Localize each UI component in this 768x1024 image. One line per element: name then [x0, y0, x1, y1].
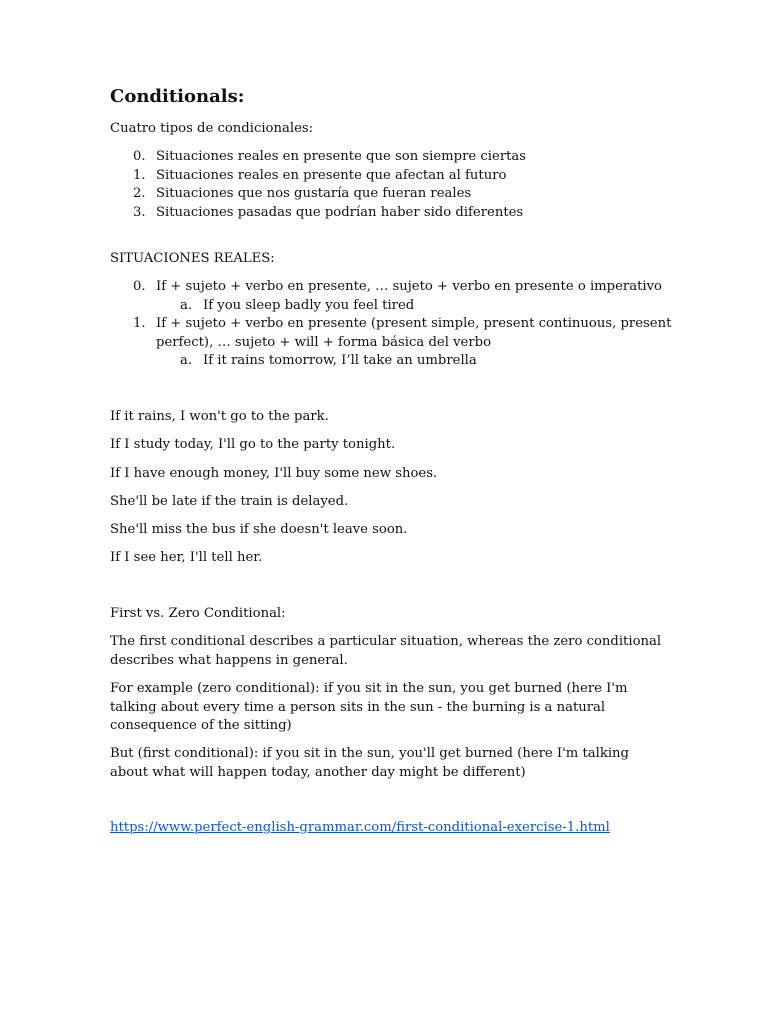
intro-text: Cuatro tipos de condicionales:: [110, 121, 314, 136]
list-number: 1.: [133, 316, 146, 331]
example-sentence: She'll miss the bus if she doesn't leave soon.: [110, 521, 408, 537]
example-sentence: If I see her, I'll tell her.: [110, 549, 263, 565]
list-number: 0.: [133, 279, 146, 294]
section-heading-reales: SITUACIONES REALES:: [110, 251, 275, 266]
list-text: If + sujeto + verbo en presente (present simple, present continuous, present: [156, 316, 672, 331]
example-sentence: She'll be late if the train is delayed.: [110, 493, 349, 509]
comparison-heading: First vs. Zero Conditional:: [110, 606, 286, 621]
list-text: Situaciones que nos gustaría que fueran reales: [156, 186, 472, 201]
example-sentence: If I study today, I'll go to the party tonight.: [110, 437, 396, 452]
sub-list-text: If it rains tomorrow, I’ll take an umbrella: [203, 353, 477, 368]
page-title: Conditionals:: [110, 86, 245, 107]
list-text: Situaciones reales en presente que son siempre ciertas: [156, 149, 527, 164]
list-number: 0.: [133, 149, 146, 164]
list-text-continued: perfect), … sujeto + will + forma básica del verbo: [156, 334, 492, 350]
example-sentence: If it rains, I won't go to the park.: [110, 409, 329, 424]
list-text: Situaciones reales en presente que afectan al futuro: [156, 167, 507, 183]
comparison-paragraph: The first conditional describes a particular situation, whereas the zero conditional describes what happens in general.: [110, 634, 662, 668]
list-text: Situaciones pasadas que podrían haber sido diferentes: [156, 204, 524, 220]
list-number: 1.: [133, 167, 146, 183]
sub-list-text: If you sleep badly you feel tired: [203, 297, 415, 313]
sub-list-letter: a.: [180, 297, 193, 313]
comparison-paragraph: But (first conditional): if you sit in the sun, you'll get burned (here I'm talking about what will happen today, another day might be different): [110, 746, 629, 780]
list-number: 2.: [133, 186, 146, 201]
list-text: If + sujeto + verbo en presente, … sujeto + verbo en presente o imperativo: [156, 279, 662, 294]
comparison-paragraph: For example (zero conditional): if you sit in the sun, you get burned (here I'm talking about every time a person sits in the sun - the burning is a natural consequence of the sitting): [110, 681, 628, 733]
exercise-link[interactable]: https://www.perfect-english-grammar.com/first-conditional-exercise-1.html: [110, 820, 610, 835]
example-sentence: If I have enough money, I'll buy some new shoes.: [110, 465, 438, 481]
sub-list-letter: a.: [180, 353, 193, 368]
list-number: 3.: [133, 204, 146, 220]
